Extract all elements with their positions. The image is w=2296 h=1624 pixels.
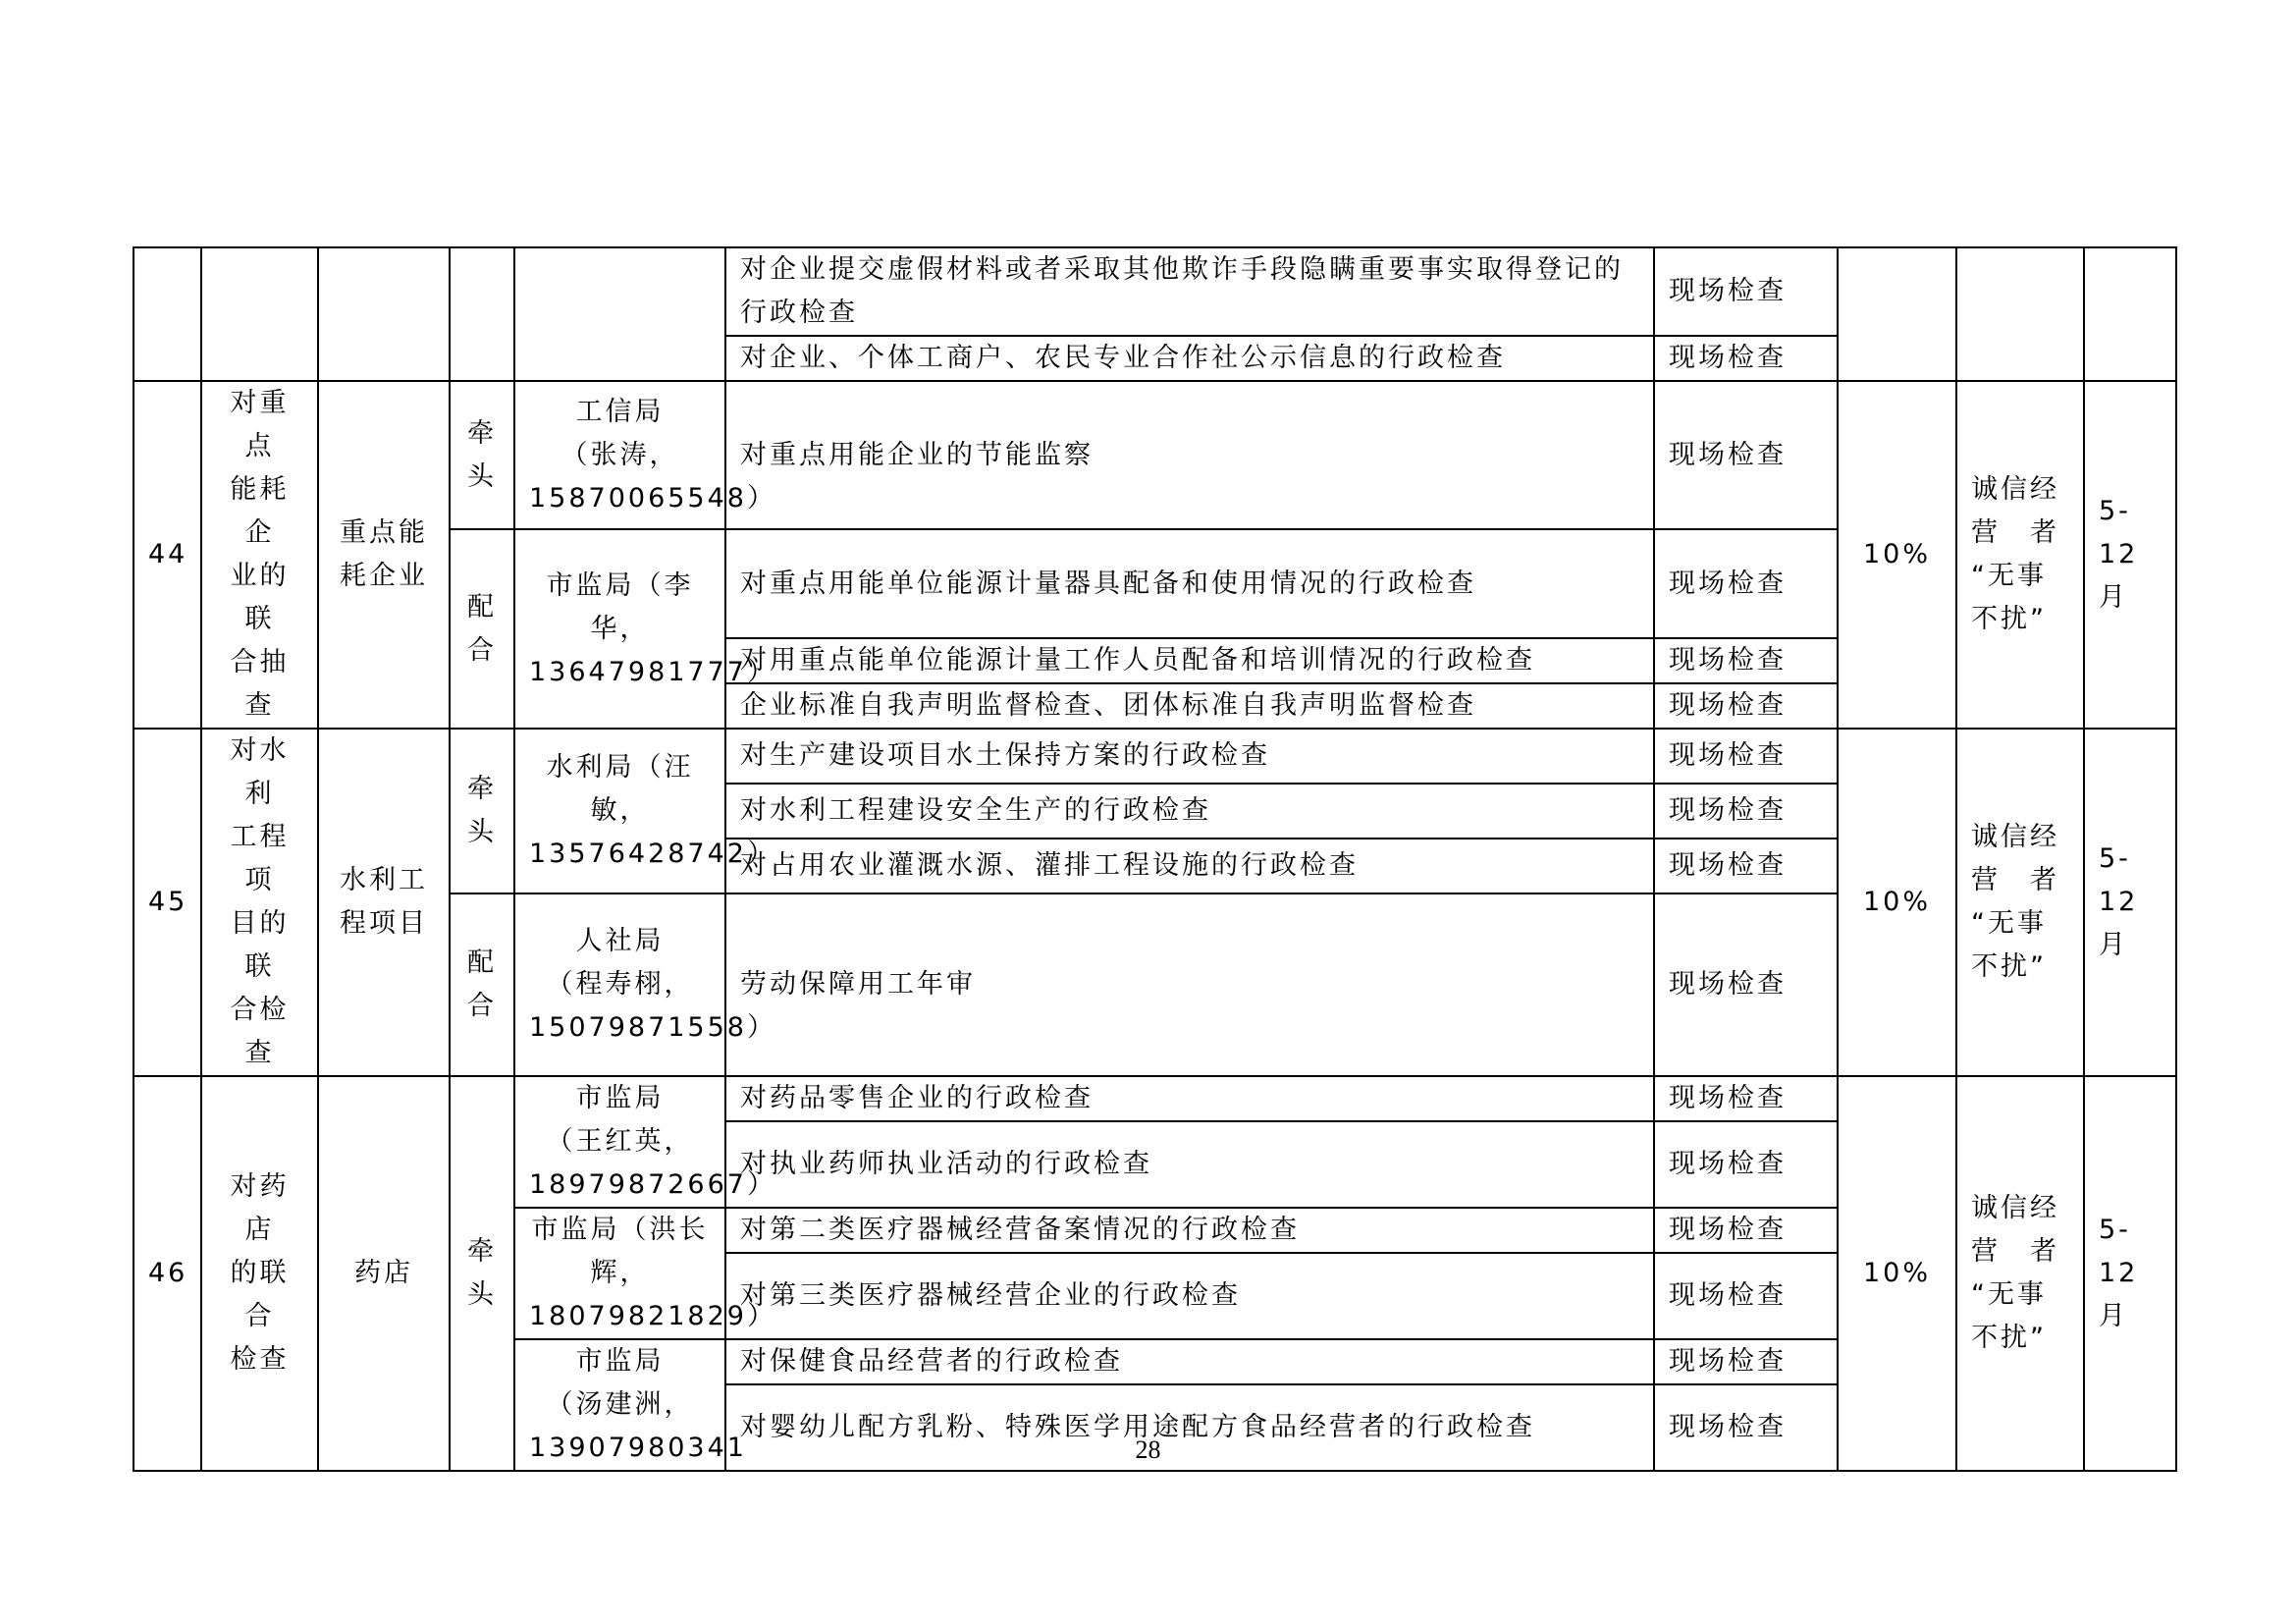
content-cell: 对重点用能企业的节能监察 bbox=[725, 381, 1654, 529]
method-cell: 现场检查 bbox=[1654, 893, 1838, 1076]
dept-cell: 市监局（洪长 辉， 18079821829） bbox=[514, 1208, 725, 1339]
time-cell: 5-12 月 bbox=[2084, 729, 2176, 1076]
method-cell: 现场检查 bbox=[1654, 683, 1838, 729]
content-cell: 对水利工程建设安全生产的行政检查 bbox=[725, 784, 1654, 839]
content-cell: 对第二类医疗器械经营备案情况的行政检查 bbox=[725, 1208, 1654, 1253]
time-cell bbox=[2084, 247, 2176, 381]
method-cell: 现场检查 bbox=[1654, 1339, 1838, 1384]
method-cell: 现场检查 bbox=[1654, 729, 1838, 784]
method-cell: 现场检查 bbox=[1654, 247, 1838, 336]
content-cell: 对用重点能单位能源计量工作人员配备和培训情况的行政检查 bbox=[725, 638, 1654, 683]
content-cell: 对药品零售企业的行政检查 bbox=[725, 1076, 1654, 1121]
dept-cell: 市监局 （王红英， 18979872667） bbox=[514, 1076, 725, 1208]
dept-cell bbox=[514, 247, 725, 381]
method-cell: 现场检查 bbox=[1654, 784, 1838, 839]
dept-cell: 市监局 （汤建洲， 13907980341 bbox=[514, 1339, 725, 1471]
object-cell: 重点能 耗企业 bbox=[318, 381, 450, 729]
object-cell bbox=[318, 247, 450, 381]
content-cell: 对占用农业灌溉水源、灌排工程设施的行政检查 bbox=[725, 839, 1654, 893]
content-cell: 对重点用能单位能源计量器具配备和使用情况的行政检查 bbox=[725, 529, 1654, 638]
ratio-cell: 10% bbox=[1838, 1076, 1956, 1471]
name-cell bbox=[201, 247, 318, 381]
dept-cell: 市监局（李华， 13647981777） bbox=[514, 529, 725, 729]
content-cell: 对保健食品经营者的行政检查 bbox=[725, 1339, 1654, 1384]
content-cell: 对企业、个体工商户、农民专业合作社公示信息的行政检查 bbox=[725, 336, 1654, 381]
role-cell: 配 合 bbox=[450, 893, 514, 1076]
object-cell: 水利工 程项目 bbox=[318, 729, 450, 1076]
role-cell: 牵 头 bbox=[450, 1076, 514, 1471]
name-cell: 对药店 的联合 检查 bbox=[201, 1076, 318, 1471]
scope-cell: 诚信经 营 者 “无事 不扰” bbox=[1956, 381, 2084, 729]
content-cell: 企业标准自我声明监督检查、团体标准自我声明监督检查 bbox=[725, 683, 1654, 729]
content-cell: 对执业药师执业活动的行政检查 bbox=[725, 1121, 1654, 1208]
method-cell: 现场检查 bbox=[1654, 839, 1838, 893]
role-cell: 配 合 bbox=[450, 529, 514, 729]
no-cell: 46 bbox=[133, 1076, 201, 1471]
method-cell: 现场检查 bbox=[1654, 1121, 1838, 1208]
method-cell: 现场检查 bbox=[1654, 638, 1838, 683]
dept-cell: 人社局 （程寿栩， 15079871558） bbox=[514, 893, 725, 1076]
name-cell: 对重点 能耗企 业的联 合抽查 bbox=[201, 381, 318, 729]
table-row bbox=[133, 729, 2176, 784]
table-row bbox=[133, 1076, 2176, 1121]
method-cell: 现场检查 bbox=[1654, 1253, 1838, 1339]
no-cell: 45 bbox=[133, 729, 201, 1076]
page-number: 28 bbox=[1135, 1435, 1161, 1464]
content-cell: 对婴幼儿配方乳粉、特殊医学用途配方食品经营者的行政检查 bbox=[725, 1384, 1654, 1471]
ratio-cell: 10% bbox=[1838, 381, 1956, 729]
inspection-table bbox=[133, 246, 2177, 1472]
no-cell: 44 bbox=[133, 381, 201, 729]
method-cell: 现场检查 bbox=[1654, 529, 1838, 638]
role-cell: 牵 头 bbox=[450, 729, 514, 893]
content-cell: 对第三类医疗器械经营企业的行政检查 bbox=[725, 1253, 1654, 1339]
role-cell bbox=[450, 247, 514, 381]
method-cell: 现场检查 bbox=[1654, 381, 1838, 529]
table-row bbox=[133, 381, 2176, 529]
scope-cell: 诚信经 营 者 “无事 不扰” bbox=[1956, 1076, 2084, 1471]
table-row bbox=[133, 247, 2176, 336]
method-cell: 现场检查 bbox=[1654, 1076, 1838, 1121]
content-cell: 劳动保障用工年审 bbox=[725, 893, 1654, 1076]
method-cell: 现场检查 bbox=[1654, 336, 1838, 381]
time-cell: 5-12 月 bbox=[2084, 381, 2176, 729]
scope-cell: 诚信经 营 者 “无事 不扰” bbox=[1956, 729, 2084, 1076]
object-cell: 药店 bbox=[318, 1076, 450, 1471]
ratio-cell bbox=[1838, 247, 1956, 381]
content-cell: 对企业提交虚假材料或者采取其他欺诈手段隐瞒重要事实取得登记的行政检查 bbox=[725, 247, 1654, 336]
dept-cell: 水利局（汪敏， 13576428742） bbox=[514, 729, 725, 893]
no-cell bbox=[133, 247, 201, 381]
ratio-cell: 10% bbox=[1838, 729, 1956, 1076]
content-cell: 对生产建设项目水土保持方案的行政检查 bbox=[725, 729, 1654, 784]
dept-cell: 工信局 （张涛， 15870065548） bbox=[514, 381, 725, 529]
scope-cell bbox=[1956, 247, 2084, 381]
method-cell: 现场检查 bbox=[1654, 1384, 1838, 1471]
method-cell: 现场检查 bbox=[1654, 1208, 1838, 1253]
time-cell: 5-12 月 bbox=[2084, 1076, 2176, 1471]
name-cell: 对水利 工程项 目的联 合检查 bbox=[201, 729, 318, 1076]
role-cell: 牵 头 bbox=[450, 381, 514, 529]
